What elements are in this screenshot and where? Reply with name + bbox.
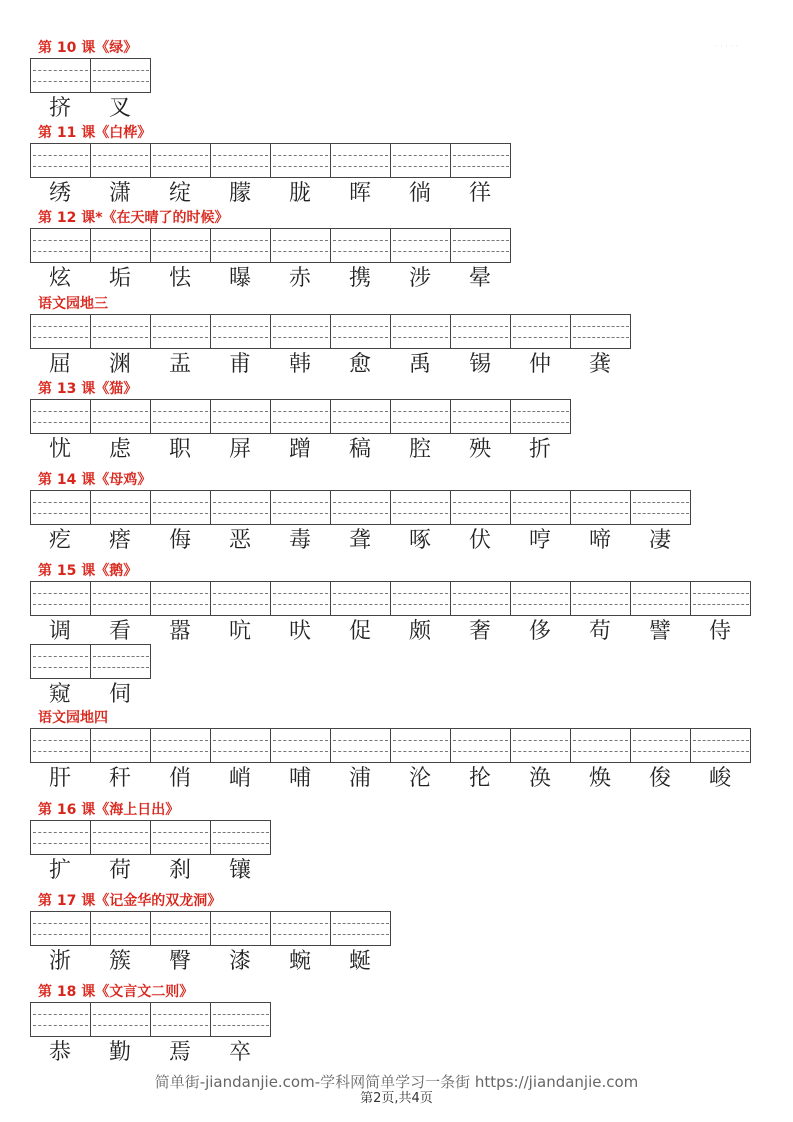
- writing-cell[interactable]: [271, 491, 331, 524]
- writing-cell[interactable]: [91, 59, 151, 92]
- character-label: 毒: [288, 528, 311, 553]
- writing-cell[interactable]: [511, 400, 571, 433]
- character-row: [30, 435, 570, 465]
- lesson-title: 语文园地三: [38, 296, 108, 312]
- writing-cell[interactable]: [151, 229, 211, 262]
- character-label: 焕: [588, 766, 611, 791]
- character-label: 哼: [528, 528, 551, 553]
- character-label: 俊: [648, 766, 671, 791]
- character-label: 垢: [108, 266, 131, 291]
- character-label: 峻: [708, 766, 731, 791]
- writing-cell[interactable]: [31, 645, 91, 678]
- writing-cell[interactable]: [331, 491, 391, 524]
- writing-cell[interactable]: [331, 144, 391, 177]
- writing-cell[interactable]: [211, 1003, 271, 1036]
- writing-grid: [30, 820, 271, 855]
- writing-cell[interactable]: [631, 582, 691, 615]
- lesson-title: 第 17 课《记金华的双龙洞》: [38, 893, 222, 909]
- character-row: [30, 856, 270, 886]
- writing-cell[interactable]: [151, 729, 211, 762]
- character-label: 折: [528, 437, 551, 462]
- lesson-title: 第 10 课《绿》: [38, 40, 138, 56]
- character-label: 肝: [48, 766, 71, 791]
- character-label: 秆: [108, 766, 131, 791]
- writing-cell[interactable]: [211, 729, 271, 762]
- writing-cell[interactable]: [571, 491, 631, 524]
- character-label: 职: [168, 437, 191, 462]
- character-label: 蹭: [288, 437, 311, 462]
- writing-cell[interactable]: [151, 821, 211, 854]
- writing-cell[interactable]: [91, 400, 151, 433]
- writing-grid: [30, 581, 751, 616]
- character-label: 伺: [108, 682, 131, 707]
- character-label: 吠: [288, 619, 311, 644]
- writing-cell[interactable]: [451, 582, 511, 615]
- character-label: 侮: [168, 528, 191, 553]
- writing-cell[interactable]: [211, 144, 271, 177]
- writing-cell[interactable]: [91, 582, 151, 615]
- character-label: 调: [48, 619, 71, 644]
- character-label: 怯: [168, 266, 191, 291]
- character-label: 甫: [228, 352, 251, 377]
- character-label: 蜿: [288, 949, 311, 974]
- writing-cell[interactable]: [211, 821, 271, 854]
- writing-cell[interactable]: [31, 1003, 91, 1036]
- writing-cell[interactable]: [151, 144, 211, 177]
- character-label: 啼: [588, 528, 611, 553]
- writing-cell[interactable]: [391, 315, 451, 348]
- footer-source-text: 简单街-jiandanjie.com-学科网简单学习一条街 https://jiandanjie.com: [154, 1073, 639, 1091]
- writing-grid: [30, 143, 511, 178]
- writing-cell[interactable]: [451, 315, 511, 348]
- writing-cell[interactable]: [271, 315, 331, 348]
- writing-cell[interactable]: [31, 729, 91, 762]
- lesson-title: 语文园地四: [38, 710, 108, 726]
- character-row: [30, 764, 750, 794]
- character-label: 晕: [468, 266, 491, 291]
- writing-cell[interactable]: [571, 315, 631, 348]
- writing-cell[interactable]: [91, 821, 151, 854]
- character-label: 伏: [468, 528, 491, 553]
- character-label: 凄: [648, 528, 671, 553]
- character-label: 龚: [588, 352, 611, 377]
- character-label: 愈: [348, 352, 371, 377]
- writing-cell[interactable]: [211, 229, 271, 262]
- character-label: 焉: [168, 1040, 191, 1065]
- writing-cell[interactable]: [31, 400, 91, 433]
- writing-cell[interactable]: [91, 645, 151, 678]
- writing-cell[interactable]: [31, 491, 91, 524]
- writing-cell[interactable]: [31, 315, 91, 348]
- writing-cell[interactable]: [271, 229, 331, 262]
- writing-cell[interactable]: [31, 59, 91, 92]
- writing-cell[interactable]: [451, 400, 511, 433]
- character-label: 晖: [348, 181, 371, 206]
- writing-cell[interactable]: [691, 729, 751, 762]
- writing-cell[interactable]: [331, 400, 391, 433]
- character-label: 涣: [528, 766, 551, 791]
- writing-grid: [30, 911, 391, 946]
- writing-grid: [30, 399, 571, 434]
- character-label: 潇: [108, 181, 131, 206]
- character-label: 徜: [408, 181, 431, 206]
- writing-cell[interactable]: [571, 582, 631, 615]
- writing-cell[interactable]: [511, 582, 571, 615]
- lesson-title: 第 15 课《鹅》: [38, 563, 138, 579]
- writing-grid: [30, 490, 691, 525]
- character-label: 蜒: [348, 949, 371, 974]
- character-label: 抡: [468, 766, 491, 791]
- character-label: 簇: [108, 949, 131, 974]
- writing-cell[interactable]: [331, 912, 391, 945]
- character-label: 禹: [408, 352, 431, 377]
- character-label: 朦: [228, 181, 251, 206]
- lesson-title: 第 12 课*《在天晴了的时候》: [38, 210, 229, 226]
- writing-cell[interactable]: [151, 912, 211, 945]
- character-label: 疙: [48, 528, 71, 553]
- character-label: 虑: [108, 437, 131, 462]
- writing-cell[interactable]: [331, 582, 391, 615]
- character-label: 渊: [108, 352, 131, 377]
- writing-cell[interactable]: [391, 144, 451, 177]
- character-label: 浦: [348, 766, 371, 791]
- writing-cell[interactable]: [31, 912, 91, 945]
- writing-cell[interactable]: [271, 400, 331, 433]
- writing-cell[interactable]: [451, 229, 511, 262]
- character-label: 扩: [48, 858, 71, 883]
- character-label: 奢: [468, 619, 491, 644]
- character-row: [30, 680, 150, 710]
- writing-cell[interactable]: [91, 912, 151, 945]
- character-row: [30, 947, 390, 977]
- character-label: 啄: [408, 528, 431, 553]
- character-label: 赤: [288, 266, 311, 291]
- writing-cell[interactable]: [151, 315, 211, 348]
- character-label: 盂: [168, 352, 191, 377]
- lesson-title: 第 11 课《白桦》: [38, 125, 152, 141]
- writing-grid: [30, 314, 631, 349]
- writing-grid: [30, 644, 151, 679]
- character-label: 看: [108, 619, 131, 644]
- character-label: 刹: [168, 858, 191, 883]
- character-label: 殃: [468, 437, 491, 462]
- character-label: 恶: [228, 528, 251, 553]
- writing-cell[interactable]: [391, 582, 451, 615]
- writing-cell[interactable]: [331, 729, 391, 762]
- character-row: [30, 526, 690, 556]
- character-label: 哺: [288, 766, 311, 791]
- character-label: 仲: [528, 352, 551, 377]
- character-label: 窥: [48, 682, 71, 707]
- lesson-title: 第 13 课《猫》: [38, 381, 138, 397]
- writing-grid: [30, 1002, 271, 1037]
- character-label: 譬: [648, 619, 671, 644]
- character-label: 忧: [48, 437, 71, 462]
- writing-cell[interactable]: [691, 582, 751, 615]
- character-row: [30, 617, 750, 647]
- writing-cell[interactable]: [391, 400, 451, 433]
- character-label: 俏: [168, 766, 191, 791]
- writing-cell[interactable]: [391, 229, 451, 262]
- character-label: 屏: [228, 437, 251, 462]
- writing-cell[interactable]: [211, 400, 271, 433]
- character-label: 镶: [228, 858, 251, 883]
- writing-cell[interactable]: [451, 729, 511, 762]
- writing-cell[interactable]: [631, 729, 691, 762]
- writing-cell[interactable]: [511, 491, 571, 524]
- character-label: 叉: [108, 96, 131, 121]
- character-label: 绣: [48, 181, 71, 206]
- character-label: 嚣: [168, 619, 191, 644]
- writing-cell[interactable]: [511, 315, 571, 348]
- character-label: 恭: [48, 1040, 71, 1065]
- character-row: [30, 1038, 270, 1068]
- character-label: 瘩: [108, 528, 131, 553]
- writing-cell[interactable]: [631, 491, 691, 524]
- character-label: 曝: [228, 266, 251, 291]
- character-label: 臀: [168, 949, 191, 974]
- writing-cell[interactable]: [91, 229, 151, 262]
- writing-cell[interactable]: [331, 315, 391, 348]
- character-label: 浙: [48, 949, 71, 974]
- character-row: [30, 350, 630, 380]
- character-label: 苟: [588, 619, 611, 644]
- writing-cell[interactable]: [451, 491, 511, 524]
- writing-cell[interactable]: [211, 491, 271, 524]
- writing-cell[interactable]: [31, 229, 91, 262]
- lesson-title: 第 16 课《海上日出》: [38, 802, 180, 818]
- character-label: 漆: [228, 949, 251, 974]
- writing-cell[interactable]: [331, 229, 391, 262]
- writing-cell[interactable]: [391, 729, 451, 762]
- writing-cell[interactable]: [211, 912, 271, 945]
- character-label: 胧: [288, 181, 311, 206]
- writing-cell[interactable]: [451, 144, 511, 177]
- writing-cell[interactable]: [151, 582, 211, 615]
- character-label: 吭: [228, 619, 251, 644]
- lesson-title: 第 14 课《母鸡》: [38, 472, 152, 488]
- writing-cell[interactable]: [31, 821, 91, 854]
- writing-cell[interactable]: [151, 491, 211, 524]
- writing-cell[interactable]: [391, 491, 451, 524]
- character-label: 炫: [48, 266, 71, 291]
- character-label: 卒: [228, 1040, 251, 1065]
- character-label: 携: [348, 266, 371, 291]
- writing-cell[interactable]: [151, 400, 211, 433]
- writing-cell[interactable]: [271, 729, 331, 762]
- writing-cell[interactable]: [91, 1003, 151, 1036]
- character-label: 侍: [708, 619, 731, 644]
- writing-grid: [30, 228, 511, 263]
- writing-cell[interactable]: [511, 729, 571, 762]
- writing-cell[interactable]: [91, 729, 151, 762]
- writing-grid: [30, 728, 751, 763]
- writing-cell[interactable]: [571, 729, 631, 762]
- character-label: 锡: [468, 352, 491, 377]
- character-label: 促: [348, 619, 371, 644]
- character-label: 绽: [168, 181, 191, 206]
- character-label: 荷: [108, 858, 131, 883]
- character-label: 聋: [348, 528, 371, 553]
- writing-cell[interactable]: [151, 1003, 211, 1036]
- writing-cell[interactable]: [91, 491, 151, 524]
- character-label: 峭: [228, 766, 251, 791]
- writing-cell[interactable]: [211, 582, 271, 615]
- character-label: 勤: [108, 1040, 131, 1065]
- character-row: [30, 179, 510, 209]
- writing-grid: [30, 58, 151, 93]
- character-label: 侈: [528, 619, 551, 644]
- character-label: 沦: [408, 766, 431, 791]
- character-label: 涉: [408, 266, 431, 291]
- writing-cell[interactable]: [271, 912, 331, 945]
- character-label: 腔: [408, 437, 431, 462]
- character-label: 挤: [48, 96, 71, 121]
- character-label: 韩: [288, 352, 311, 377]
- character-label: 颇: [408, 619, 431, 644]
- writing-cell[interactable]: [211, 315, 271, 348]
- writing-cell[interactable]: [91, 144, 151, 177]
- corner-watermark: · · · · ·: [715, 42, 738, 51]
- writing-cell[interactable]: [271, 144, 331, 177]
- character-label: 稿: [348, 437, 371, 462]
- character-row: [30, 94, 150, 124]
- writing-cell[interactable]: [31, 582, 91, 615]
- character-label: 徉: [468, 181, 491, 206]
- character-row: [30, 264, 510, 294]
- page-number: 第2页,共4页: [360, 1091, 433, 1106]
- writing-cell[interactable]: [271, 582, 331, 615]
- character-label: 屈: [48, 352, 71, 377]
- lesson-title: 第 18 课《文言文二则》: [38, 984, 194, 1000]
- writing-cell[interactable]: [31, 144, 91, 177]
- writing-cell[interactable]: [91, 315, 151, 348]
